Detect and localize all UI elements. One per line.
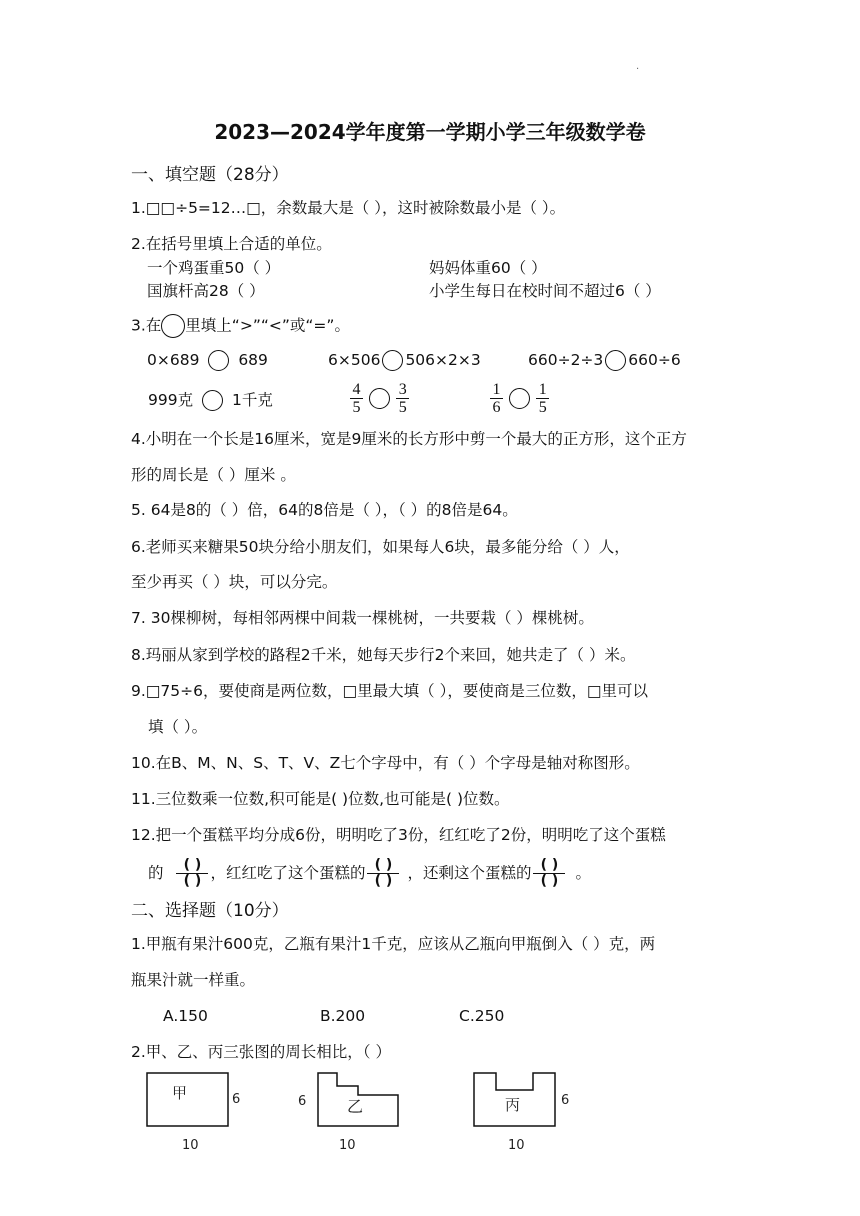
compare-2-circle[interactable] xyxy=(382,350,403,371)
q12-mid2: ，还剩这个蛋糕的 xyxy=(407,864,532,882)
q3-pre: 3.在 xyxy=(131,316,162,335)
question-8: 8.玛丽从家到学校的路程2千米，她每天步行2个来回，她共走了（ ）米。 xyxy=(131,646,636,664)
compare-1-circle[interactable] xyxy=(208,350,229,371)
page-title: 2023—2024学年度第一学期小学三年级数学卷 xyxy=(214,120,646,144)
question-3-stem xyxy=(131,314,350,338)
question-6-line-1: 6.老师买来糖果50块分给小朋友们，如果每人6块，最多能分给（ ）人， xyxy=(131,538,630,556)
q12-mid1: ，红红吃了这个蛋糕的 xyxy=(210,864,366,882)
compare-2-right: 506×2×3 xyxy=(405,351,481,369)
question-9-line-1: 9.□75÷6，要使商是两位数，□里最大填（ ），要使商是三位数，□里可以 xyxy=(131,682,648,700)
fraction-3-5: $\frac{3}{5}$ xyxy=(396,381,409,416)
blank-fraction-1[interactable]: ( ) ( ) xyxy=(176,859,208,888)
page-dot: · xyxy=(636,64,640,75)
question-4-line-2: 形的周长是（ ）厘米 。 xyxy=(131,466,296,484)
compare-4-left: 999克 xyxy=(148,391,194,409)
compare-6 xyxy=(490,381,549,416)
compare-5-circle[interactable] xyxy=(369,388,390,409)
section-fill-in: 一、填空题（28分） xyxy=(131,165,289,185)
figure-bing-height: 6 xyxy=(561,1093,570,1108)
question-12-line-1: 12.把一个蛋糕平均分成6份，明明吃了3份，红红吃了2份，明明吃了这个蛋糕 xyxy=(131,826,666,844)
compare-3 xyxy=(528,350,681,371)
fraction-4-5: $\frac{4}{5}$ xyxy=(350,381,363,416)
question-2a: 一个鸡蛋重50（ ） xyxy=(147,259,281,277)
question-11: 11.三位数乘一位数,积可能是( )位数,也可能是( )位数。 xyxy=(131,790,510,808)
compare-3-right: 660÷6 xyxy=(628,351,681,369)
choice-1-option-a[interactable]: A.150 xyxy=(163,1007,208,1025)
choice-2-stem: 2.甲、乙、丙三张图的周长相比，（ ） xyxy=(131,1043,391,1061)
compare-2-left: 6×506 xyxy=(328,351,381,369)
blank-fraction-2[interactable]: ( ) ( ) xyxy=(367,859,399,888)
compare-4-right: 1千克 xyxy=(231,391,273,409)
compare-5 xyxy=(350,381,409,416)
question-2c: 国旗杆高28（ ） xyxy=(147,282,265,300)
question-7: 7. 30棵柳树，每相邻两棵中间栽一棵桃树，一共要栽（ ）棵桃树。 xyxy=(131,609,594,627)
question-2d: 小学生每日在校时间不超过6（ ） xyxy=(429,282,661,300)
choice-1-option-c[interactable]: C.250 xyxy=(459,1007,505,1025)
compare-6-circle[interactable] xyxy=(509,388,530,409)
compare-1-left: 0×689 xyxy=(147,351,200,369)
question-2b: 妈妈体重60（ ） xyxy=(429,259,547,277)
compare-2 xyxy=(328,350,481,371)
perimeter-figures xyxy=(140,1068,780,1158)
fraction-1-6: $\frac{1}{6}$ xyxy=(490,381,503,416)
figure-jia-label: 甲 xyxy=(172,1084,188,1102)
figure-bing-label: 丙 xyxy=(505,1096,521,1114)
q12-end: 。 xyxy=(575,864,591,882)
q12-pre: 的 xyxy=(148,864,164,882)
question-6-line-2: 至少再买（ ）块，可以分完。 xyxy=(131,573,338,591)
question-12-line-2 xyxy=(148,859,591,888)
figure-jia-width: 10 xyxy=(182,1138,199,1153)
question-10: 10.在B、M、N、S、T、V、Z七个字母中，有（ ）个字母是轴对称图形。 xyxy=(131,754,640,772)
compare-3-left: 660÷2÷3 xyxy=(528,351,604,369)
question-1: 1.□□÷5=12…□，余数最大是（ ），这时被除数最小是（ ）。 xyxy=(131,199,566,217)
choice-1-line-2: 瓶果汁就一样重。 xyxy=(131,971,256,989)
question-2-stem: 2.在括号里填上合适的单位。 xyxy=(131,235,332,253)
compare-4 xyxy=(148,390,273,411)
question-9-line-2: 填（ ）。 xyxy=(148,718,208,736)
figure-jia-height: 6 xyxy=(232,1092,241,1107)
compare-3-circle[interactable] xyxy=(605,350,626,371)
question-4-line-1: 4.小明在一个长是16厘米，宽是9厘米的长方形中剪一个最大的正方形，这个正方 xyxy=(131,430,687,448)
compare-1-right: 689 xyxy=(238,351,268,369)
blank-fraction-3[interactable]: ( ) ( ) xyxy=(533,859,565,888)
compare-1 xyxy=(147,350,268,371)
fraction-1-5: $\frac{1}{5}$ xyxy=(536,381,549,416)
q3-post: 里填上“>”“<”或“=”。 xyxy=(185,316,350,335)
figure-yi-label: 乙 xyxy=(347,1097,364,1116)
compare-4-circle[interactable] xyxy=(202,390,223,411)
figure-jia-shape xyxy=(147,1073,228,1126)
figure-yi-width: 10 xyxy=(339,1138,356,1153)
question-5: 5. 64是8的（ ）倍，64的8倍是（ ），（ ）的8倍是64。 xyxy=(131,501,518,519)
figure-yi-height: 6 xyxy=(298,1094,307,1109)
compare-circle-icon xyxy=(161,314,185,338)
choice-1-option-b[interactable]: B.200 xyxy=(320,1007,366,1025)
figure-bing-width: 10 xyxy=(508,1138,525,1153)
choice-1-line-1: 1.甲瓶有果汁600克，乙瓶有果汁1千克，应该从乙瓶向甲瓶倒入（ ）克，两 xyxy=(131,935,656,953)
section-choice: 二、选择题（10分） xyxy=(131,901,289,921)
